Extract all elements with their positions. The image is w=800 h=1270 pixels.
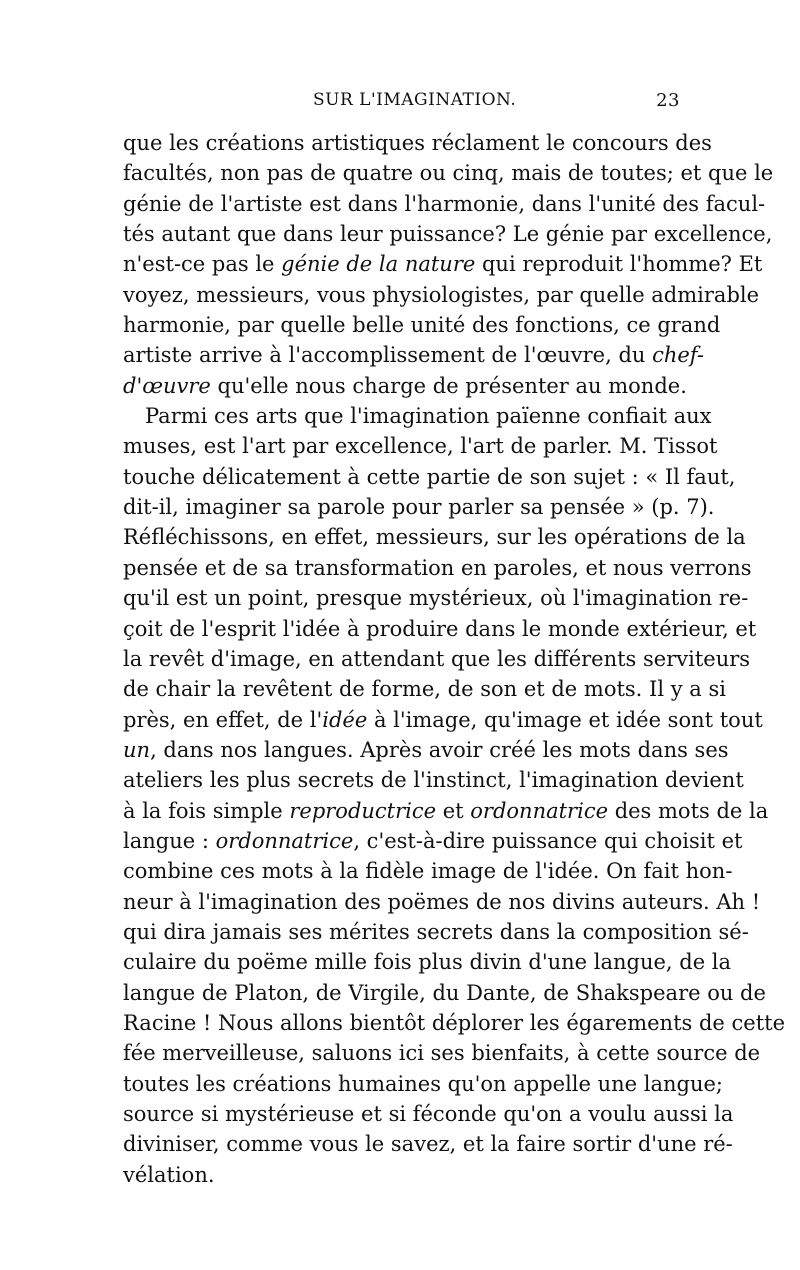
- text-segment: près, en effet, de l': [123, 707, 323, 732]
- text-line: [123, 492, 715, 522]
- text-segment: voyez, messieurs, vous physiologistes, par quelle admirable: [123, 282, 760, 307]
- text-line: [123, 401, 712, 431]
- page-number: 23: [656, 90, 680, 111]
- text-line: [123, 219, 773, 249]
- text-segment: touche délicatement à cette partie de son sujet : « Il faut,: [123, 464, 736, 489]
- text-line: [123, 128, 712, 158]
- text-segment: muses, est l'art par excellence, l'art de parler. M. Tissot: [123, 434, 718, 459]
- text-segment: à la fois simple: [123, 798, 290, 823]
- text-line: [123, 1038, 761, 1068]
- text-segment: toutes les créations humaines qu'on appelle une langue;: [123, 1071, 723, 1096]
- text-segment: dit-il, imaginer sa parole pour parler sa pensée » (p. 7).: [123, 495, 715, 520]
- text-line: [123, 158, 774, 188]
- italic-text: idée: [322, 707, 368, 732]
- text-segment: qu'elle nous charge de présenter au monde.: [210, 373, 687, 398]
- italic-text: un: [123, 737, 151, 762]
- text-line: [123, 340, 704, 370]
- text-line: [123, 614, 757, 644]
- text-line: [123, 705, 763, 735]
- text-segment: , dans nos langues. Après avoir créé les mots dans ses: [150, 737, 729, 762]
- text-segment: tés autant que dans leur puissance? Le génie par excellence,: [123, 222, 773, 247]
- text-line: [123, 765, 744, 795]
- text-segment: , c'est-à-dire puissance qui choisit et: [353, 828, 743, 853]
- text-segment: Réfléchissons, en effet, messieurs, sur les opérations de la: [123, 525, 746, 550]
- text-line: [123, 978, 766, 1008]
- text-line: [123, 371, 687, 401]
- text-segment: artiste arrive à l'accomplissement de l'œuvre, du: [123, 343, 653, 368]
- text-segment: la revêt d'image, en attendant que les différents serviteurs: [123, 646, 751, 671]
- text-segment: de chair la revêtent de forme, de son et de mots. Il y a si: [123, 677, 726, 702]
- text-line: [123, 1160, 680, 1190]
- text-segment: neur à l'imagination des poëmes de nos divins auteurs. Ah !: [123, 889, 761, 914]
- text-line: [123, 522, 746, 552]
- text-line: [123, 1008, 786, 1038]
- text-line: [123, 553, 752, 583]
- text-segment: qui dira jamais ses mérites secrets dans la composition sé-: [123, 919, 749, 944]
- text-segment: et: [436, 798, 471, 823]
- text-segment: langue :: [123, 828, 216, 853]
- text-segment: que les créations artistiques réclament le concours des: [123, 131, 712, 155]
- text-line: [123, 796, 769, 826]
- body-text: [123, 128, 786, 1190]
- text-segment: pensée et de sa transformation en paroles, et nous verrons: [123, 555, 752, 580]
- italic-text: d'œuvre: [123, 373, 211, 398]
- text-line: [123, 1129, 733, 1159]
- text-line: [123, 917, 749, 947]
- text-segment: des mots de la: [608, 798, 769, 823]
- text-line: [123, 280, 760, 310]
- text-line: [123, 431, 718, 461]
- text-segment: Racine ! Nous allons bientôt déplorer les égarements de cette: [123, 1010, 786, 1035]
- text-line: [123, 189, 766, 219]
- text-line: [123, 887, 761, 917]
- text-segment: facultés, non pas de quatre ou cinq, mais de toutes; et que le: [123, 161, 774, 186]
- text-line: [123, 310, 721, 340]
- text-segment: culaire du poëme mille fois plus divin d'une langue, de la: [123, 950, 732, 975]
- text-line: [123, 856, 733, 886]
- italic-text: génie de la nature: [281, 252, 476, 277]
- text-segment: vélation.: [123, 1162, 215, 1187]
- italic-text: reproductrice: [289, 798, 437, 823]
- italic-text: chef-: [652, 343, 704, 368]
- text-segment: diviniser, comme vous le savez, et la faire sortir d'une ré-: [123, 1132, 733, 1157]
- text-segment: qu'il est un point, presque mystérieux, où l'imagination re-: [123, 586, 749, 611]
- text-segment: langue de Platon, de Virgile, du Dante, de Shakspeare ou de: [123, 980, 766, 1005]
- text-line: [123, 583, 749, 613]
- text-segment: à l'image, qu'image et idée sont tout: [367, 707, 763, 732]
- italic-text: ordonnatrice: [215, 828, 354, 853]
- text-line: [123, 644, 751, 674]
- text-segment: harmonie, par quelle belle unité des fonctions, ce grand: [123, 313, 721, 338]
- running-head: [123, 90, 680, 114]
- text-line: [123, 1069, 723, 1099]
- text-segment: çoit de l'esprit l'idée à produire dans le monde extérieur, et: [123, 616, 757, 641]
- text-line: [123, 1099, 734, 1129]
- text-segment: génie de l'artiste est dans l'harmonie, dans l'unité des facul-: [123, 191, 766, 216]
- text-segment: ateliers les plus secrets de l'instinct, l'imagination devient: [123, 768, 744, 793]
- italic-text: ordonnatrice: [470, 798, 609, 823]
- text-segment: Parmi ces arts que l'imagination païenne confiait aux: [145, 404, 712, 429]
- running-title: SUR L'IMAGINATION.: [313, 90, 517, 110]
- text-line: [123, 674, 726, 704]
- text-line: [123, 826, 743, 856]
- text-line: [123, 462, 736, 492]
- text-line: [123, 249, 763, 279]
- text-line: [123, 735, 729, 765]
- text-segment: qui reproduit l'homme? Et: [475, 252, 763, 277]
- text-segment: fée merveilleuse, saluons ici ses bienfaits, à cette source de: [123, 1041, 761, 1066]
- text-segment: combine ces mots à la fidèle image de l'idée. On fait hon-: [123, 859, 733, 884]
- text-line: [123, 947, 732, 977]
- text-segment: source si mystérieuse et si féconde qu'on a voulu aussi la: [123, 1102, 734, 1126]
- text-segment: n'est-ce pas le: [123, 252, 282, 277]
